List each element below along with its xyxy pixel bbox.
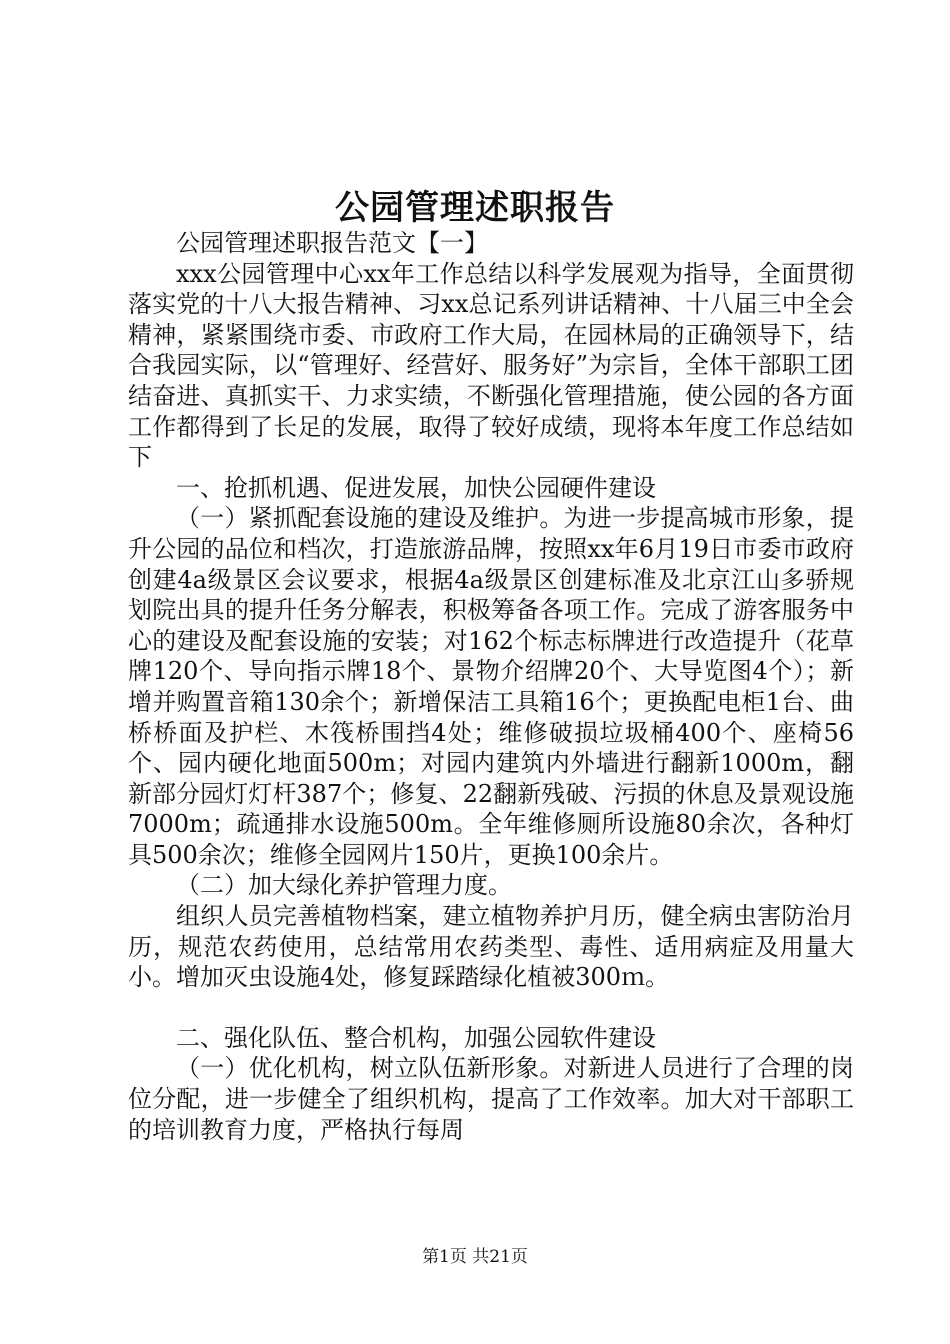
paragraph-subtitle: 公园管理述职报告范文【一】 (176, 229, 488, 257)
document-title: 公园管理述职报告 (335, 188, 615, 228)
paragraph-facilities: （一）紧抓配套设施的建设及维护。为进一步提高城市形象，提升公园的品位和档次，打造旅游品牌，按照xx年6月19日市委市政府创建4a级景区会议要求，根据4a级景区创建标准及北京江山多骄规划院出具的提升任务分解表，积极筹备各项工作。完成了游客服务中心的建设及配套设施的安装；对162个标志标牌进行改造提升（花草牌120个、导向指示牌18个、景物介绍牌20个、大导览图4个）；新增并购置音箱130余个；新增保洁工具箱16个；更换配电柜1台、曲桥桥面及护栏、木筏桥围挡4处；维修破损垃圾桶400个、座椅56个、园内硬化地面500m；对园内建筑内外墙进行翻新1000m，翻新部分园灯灯杆387个；修复、22翻新残破、污损的休息及景观设施7000m；疏通排水设施500m。全年维修厕所设施80余次，各种灯具500余次；维修全园网片150片，更换100余片。 (128, 504, 854, 869)
paragraph-organization: （一）优化机构，树立队伍新形象。对新进人员进行了合理的岗位分配，进一步健全了组织机构，提高了工作效率。加大对干部职工的培训教育力度，严格执行每周 (128, 1054, 854, 1144)
paragraph-greening: 组织人员完善植物档案，建立植物养护月历，健全病虫害防治月历，规范农药使用，总结常用农药类型、毒性、适用病症及用量大小。增加灭虫设施4处，修复踩踏绿化植被300ｍ。 (128, 902, 854, 992)
paragraph-spacer (128, 993, 854, 1023)
page-number-footer: 第1页 共21页 (422, 1247, 528, 1267)
subheading-greening: （二）加大绿化养护管理力度。 (176, 871, 512, 900)
document-body (128, 228, 854, 1145)
section-heading-1: 一、抢抓机遇、促进发展，加快公园硬件建设 (176, 473, 656, 502)
section-heading-2: 二、强化队伍、整合机构，加强公园软件建设 (176, 1023, 656, 1052)
paragraph-intro: xxx公园管理中心xx年工作总结以科学发展观为指导，全面贯彻落实党的十八大报告精神、习xx总记系列讲话精神、十八届三中全会精神，紧紧围绕市委、市政府工作大局，在园林局的正确领导下，结合我园实际，以“管理好、经营好、服务好”为宗旨，全体干部职工团结奋进、真抓实干、力求实绩，不断强化管理措施，使公园的各方面工作都得到了长足的发展，取得了较好成绩，现将本年度工作总结如下 (128, 259, 854, 472)
